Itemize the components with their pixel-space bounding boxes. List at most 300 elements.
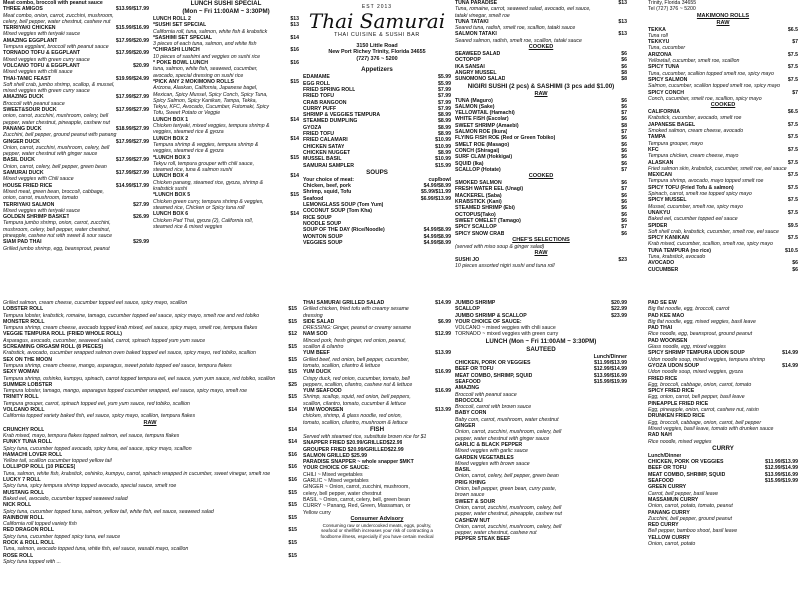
item-description: Tempura lobster, krabstick, romaine, tamago, cucumber topped eel sauce, spicy mayo, smelt roe and red tobiko — [3, 312, 260, 319]
item-name: SAMURAI SAMPLER — [303, 162, 355, 169]
item-price: $15.99 — [435, 162, 451, 169]
item-name: SUSHI JO — [455, 257, 480, 264]
address-line: New Port Richey Trinity, Florida 34655 — [328, 49, 426, 56]
item-price: $17.99/$27.99 — [115, 170, 149, 177]
item-description: Broccoli with peanut sauce — [3, 100, 65, 107]
item-description: Grilled chicken, fried tofu with creamy sesame — [303, 306, 409, 313]
item-description: Tuna, krabstick, avocado — [648, 253, 706, 260]
item-price: $11.99/$13.99 — [594, 360, 627, 367]
item-price: $7.5 — [787, 235, 798, 242]
item-price: $17.99/$20.99 — [115, 37, 149, 44]
item-description: Onion, carrot, zucchini, mushroom, celery, bell — [455, 523, 562, 530]
item-name: SALMON ROE (Ikura) — [455, 129, 508, 136]
item-price: $29.99 — [133, 239, 149, 246]
item-price: $14.99/$17.99 — [115, 182, 149, 189]
item-description: Baby corn, carrot, mushroom, water chestnut — [455, 416, 559, 423]
item-price: $6 — [621, 160, 627, 167]
item-price: $8.99 — [438, 112, 451, 119]
item-name: Chicken, beef, pork — [303, 183, 351, 190]
item-name: GROUPER FRIED $20.99/GRILLED$22.99 — [303, 446, 404, 453]
item-price: $18.99/$27.99 — [115, 125, 149, 132]
item-price: $7.5 — [787, 184, 798, 191]
item-description: Mixed veggies, basil leave, tomato with drunken sauce — [648, 425, 774, 432]
item-description: Chicken panang, steamed rice, gyoza, shrimp & — [153, 179, 264, 186]
item-description: steamed rice, tuna & salmon sushi — [153, 167, 233, 174]
item-name: MEXICAN — [648, 172, 672, 179]
item-description: foodborne illness, especially if you have certain medical — [320, 533, 434, 539]
item-price: $14 — [288, 407, 297, 414]
item-description: Soft shell crab, jumbo shrimp, scallop, & mussel, — [3, 81, 115, 88]
item-name: RICE SOUP — [303, 214, 332, 221]
item-price: $4.99/$8.99 — [423, 239, 451, 246]
item-name: FRESH WATER EEL (Unagi) — [455, 186, 524, 193]
item-name: TUNA TATAKI — [455, 18, 489, 25]
item-description: Egg, broccoli, cabbage, onion, carrot, bell pepper — [648, 419, 762, 426]
item-description: Tuna, romaine, carrot, seaweed salad, avocado, eel sauce, — [455, 6, 591, 13]
item-description: pepper, water chestnut, pineapple, cashew nut — [3, 119, 110, 126]
item-name: KRABSTICK (Kani) — [455, 199, 502, 206]
special-rolls-section — [3, 300, 297, 565]
item-price: $14 — [290, 211, 299, 218]
item-name: Meat combo, broccoli with peanut sauce — [3, 0, 103, 6]
item-price: $4.99/$8.99 — [423, 233, 451, 240]
item-price: $12.99/$14.99 — [593, 366, 627, 373]
item-price: $16 — [288, 464, 297, 471]
item-name: UNAKYU — [648, 209, 671, 216]
item-name: Your choice of meat: — [303, 176, 354, 183]
item-description: pepper, water chestnut, pineapple, cashew nut — [455, 511, 562, 518]
item-description: Yellowtail, cucumber, smelt roe, scallion — [648, 58, 740, 65]
item-price: $4.99/$8.99 — [423, 183, 451, 190]
item-price: $8 — [621, 69, 627, 76]
item-name: CHICKEN, PORK OR VEGGIES — [455, 360, 531, 367]
item-price: $10.99 — [435, 137, 451, 144]
item-description: Spicy tuna, cucumber topped spicy tuna, eel sauce — [3, 533, 121, 540]
item-description: CURRY ~ Panang, Red, Green, Massaman, or — [303, 503, 411, 510]
item-description: steamed rice, Chicken or Spicy tuna roll — [153, 204, 245, 211]
item-name: SUMMER LOBSTER — [3, 381, 53, 388]
logo-tagline: EST 2013 — [361, 4, 393, 10]
item-price: $10.5 — [785, 247, 798, 254]
item-name: SALMON GRILLED $25.99 — [303, 452, 367, 459]
item-price: $7.5 — [787, 76, 798, 83]
item-name: TEKKYU — [648, 39, 670, 46]
item-name: *LUNCH BOX 5 — [153, 192, 191, 199]
item-name: TUNA PARADISE — [455, 0, 498, 6]
item-name: SHRIMP & VEGGIES TEMPURA — [303, 112, 381, 119]
item-name: SEXY WOMAN — [3, 369, 39, 376]
item-price: $27.99 — [133, 201, 149, 208]
item-description: Tempura lobster, tamago, mango, asparagus topped cucumber wrapped, eel sauce, spicy mayo, smelt roe — [3, 388, 248, 395]
item-name: *CHIRASHI LUNCH — [153, 47, 200, 54]
item-price: $16 — [290, 60, 299, 67]
item-price: $4.99/$8.99 — [423, 227, 451, 234]
item-description: Egg, pineapple, onion, carrot, cashew nut, raisin — [648, 407, 759, 414]
item-name: BEEF OR TOFU — [455, 366, 494, 373]
item-price: $26.99 — [133, 214, 149, 221]
item-name: GYOZA UDON SOUP — [648, 362, 700, 369]
section-heading: Appetizers — [361, 66, 393, 74]
item-description: Yellow tail, scallion cucumber topped yellow tail — [3, 458, 112, 465]
item-name: PARADISE SNAPPER ~ whole snapper $MKT — [303, 459, 414, 466]
item-price: $13 — [290, 16, 299, 22]
item-name: SEAWEED SALAD — [455, 51, 501, 58]
item-name: LUNCH BOX 4 — [153, 173, 189, 180]
item-price: $15 — [290, 154, 299, 161]
item-description: Krabstick, cucumber, avocado, smelt roe — [648, 115, 742, 122]
item-name: SMELT ROE (Masago) — [455, 141, 510, 148]
item-price: $15 — [288, 344, 297, 351]
item-price: $6 — [621, 63, 627, 70]
item-price: $10.99 — [435, 156, 451, 163]
item-name: MEAT COMBO, SHRIMP, SQUID — [648, 471, 726, 478]
item-description: scallion, cilantro, tomato, cucumber & lettuce — [303, 400, 406, 407]
item-description: Tekyu, KFC, Avocado, Cucumber, Futomaki, Spicy — [153, 104, 269, 111]
item-name: HOUSE FRIED RICE — [3, 182, 53, 189]
item-price: $15 — [290, 78, 299, 85]
item-price: $25 — [288, 381, 297, 388]
item-description: Minced pork, fresh ginger, red onion, peanut, — [303, 337, 406, 344]
item-price: $8 — [621, 122, 627, 129]
item-price: $6 — [621, 141, 627, 148]
item-name: SOUP OF THE DAY (Rice/Noodle) — [303, 227, 385, 234]
center-column — [303, 0, 451, 246]
item-price: $13.99 — [435, 407, 451, 414]
logo-kind: THAI CUISINE & SUSHI BAR — [334, 32, 420, 39]
item-price: $12.99 — [435, 331, 451, 338]
item-name: CALIFORNIA — [648, 109, 680, 116]
item-name: BROCCOLI — [455, 397, 483, 404]
item-description: Fried salmon skin, krabstick, cucumber, smelt roe, eel sauce — [648, 165, 787, 172]
item-name: FRIED SPRING ROLL — [303, 86, 356, 93]
item-name: GOLDEN SHRIMP BASKET — [3, 214, 70, 221]
item-description: Baked eel, avocado, cucumber topped seaweed salad — [3, 495, 128, 502]
section-heading: LUNCH SUSHI SPECIAL — [190, 0, 262, 7]
item-name: SUNOMONO SALAD — [455, 76, 506, 83]
item-name: TORNADO TOFU & EGGPLANT — [3, 50, 81, 57]
item-description: pepper, water chestnut, cashew nut — [455, 530, 537, 537]
item-price: $14.99 — [435, 300, 451, 306]
item-description: Salmon, cucumber, scallion topped smelt roe, spicy mayo — [648, 83, 781, 90]
item-description: Tempura chicken, cream cheese, mayo — [648, 153, 739, 160]
item-description: California roll, tuna, salmon, white fish & krabstick — [153, 28, 268, 35]
item-price: $7.99 — [438, 99, 451, 106]
item-description: celery, bell pepper, water chestnut, cashew nut — [3, 18, 111, 25]
item-name: PAD KEE MAO — [648, 312, 685, 319]
item-name: SPICY TUNA — [648, 64, 680, 71]
item-name: TAMPA — [648, 134, 666, 141]
item-name: AMAZING — [455, 385, 480, 392]
item-name: CASHEW NUT — [455, 517, 491, 524]
item-price: $14 — [288, 439, 297, 446]
item-price: $6.99/$13.99 — [420, 195, 451, 202]
item-description: Krab mixed, cucumber, scallion, smelt roe, spicy mayo — [648, 241, 773, 248]
item-name: STEAMED DUMPLING — [303, 118, 358, 125]
section-heading: SOUPS — [366, 168, 388, 176]
item-description: Mixed veggies with garlic sauce — [455, 448, 528, 455]
item-description: Smoked salmon, cream cheese, avocado — [648, 128, 744, 135]
item-name: SPIDER — [648, 222, 668, 229]
item-name: SALMON (Sake) — [455, 103, 495, 110]
item-name: CURRY PUFF — [303, 105, 337, 112]
item-name: MUSTANG ROLL — [3, 489, 45, 496]
item-name: ROCK & ROLL ROLL — [3, 539, 55, 546]
item-price: $6.5 — [787, 109, 798, 116]
item-name: LUNCH ROLL 2 — [153, 16, 191, 22]
item-price: $16 — [288, 451, 297, 458]
item-price: $15 — [288, 514, 297, 521]
item-price: $23 — [618, 257, 627, 264]
item-name: OCTOPUS(Tako) — [455, 211, 496, 218]
makimono-column — [648, 0, 798, 273]
item-name: SPICY FRIED RICE — [648, 388, 695, 395]
item-description: Big flat noodle, egg, broccoli, carrot — [648, 306, 730, 313]
item-name: YUM BEEF — [303, 350, 330, 357]
item-name: PINEAPPLE FRIED RICE — [648, 400, 709, 407]
item-name: TERRIYAKI CHICKEN — [3, 25, 56, 32]
item-name: YOUR CHOICE OF SAUCE: — [303, 465, 370, 472]
item-name: VOLCANO ROLL — [3, 407, 45, 414]
item-name: EGG ROLL — [303, 80, 331, 87]
item-price: $6.5 — [787, 26, 798, 33]
item-name: NICK ROLL — [3, 502, 32, 509]
item-price: $7 — [621, 166, 627, 173]
item-description: Trinity, Florida 34655 — [648, 0, 697, 6]
item-description: veggies, steamed rice & gyoza — [153, 148, 224, 155]
item-price: $13.99/$16.99 — [593, 372, 627, 379]
item-description: 10 pieces of sashimi and veggies on sushi rice — [153, 53, 260, 60]
item-name: MACKEREL (Saba) — [455, 192, 502, 199]
item-price: $16 — [288, 477, 297, 484]
item-price: $15 — [288, 527, 297, 534]
item-price: $13.99 — [435, 350, 451, 357]
item-description: Udon noodle soup, mixed veggies, gyoza — [648, 369, 743, 376]
item-description: Seared salmon, radish, smelt roe, scallion, tataki sauce — [455, 37, 582, 44]
item-price: $5.99/$11.99 — [420, 189, 451, 196]
restaurant-logo — [303, 4, 451, 39]
item-name: MONSTER ROLL — [3, 318, 45, 325]
item-description: veggies, steamed rice & gyoza — [153, 129, 224, 136]
item-price: $14 — [290, 173, 299, 180]
item-name: BASIL DUCK — [3, 157, 35, 164]
section-heading: SAUTEED — [526, 345, 556, 353]
item-name: VEGGIES SOUP — [303, 239, 343, 246]
item-price: $6 — [621, 230, 627, 237]
item-name: CRUNCHY ROLL — [3, 426, 45, 433]
item-price: $17.99/$20.99 — [115, 50, 149, 57]
item-name: SPICY SNOW CRAB — [455, 230, 505, 237]
item-name: HAMACHI LOVER ROLL — [3, 451, 63, 458]
item-description: (served with miso soup & ginger salad) — [455, 243, 545, 250]
item-name: JAPANESE BAGEL — [648, 121, 696, 128]
item-name: AMAZING DUCK — [3, 94, 44, 101]
item-name: FRIED CALAMARI — [303, 137, 348, 144]
item-price: $8.99 — [438, 118, 451, 125]
item-name: SCREAMING ORGASM ROLL (8 PIECES) — [3, 344, 104, 351]
item-name: CHICKEN, PORK OR VEGGIES — [648, 459, 724, 466]
section-heading: FISH — [369, 425, 385, 433]
item-price: $8 — [621, 76, 627, 83]
item-name: Seafood — [303, 195, 324, 202]
item-name: OCTOPOP — [455, 57, 481, 64]
item-name: TEKKA — [648, 26, 666, 33]
item-name: PANANG DUCK — [3, 125, 42, 132]
item-name: DRUNKEN FRIED RICE — [648, 413, 705, 420]
item-name: ROSE ROLL — [3, 552, 34, 559]
item-description: Mixed veggies with green curry sauce — [3, 56, 90, 63]
item-description: brown sauce — [455, 492, 485, 499]
subsection-heading: RAW — [534, 90, 548, 97]
item-price: $7.5 — [787, 134, 798, 141]
item-description: Big flat noodle, egg, mixed veggies, basil leave — [648, 318, 756, 325]
item-price: $13 — [618, 18, 627, 25]
item-name: AMAZING EGGPLANT — [3, 37, 58, 44]
salad-nigiri-column — [455, 0, 627, 270]
item-name: SPICY CONCH — [648, 89, 684, 96]
logo-brand: Thai Samurai — [308, 9, 446, 34]
item-price: $8.99 — [438, 149, 451, 156]
item-price: $6 — [621, 116, 627, 123]
item-description: Egg, broccoli, cabbage, onion, carrot, tomato — [648, 381, 752, 388]
item-price: $16 — [290, 47, 299, 54]
item-price: $14 — [290, 135, 299, 142]
item-description: Tekyu roll, tempura grouper with chili sauce, — [153, 160, 255, 167]
item-name: MUSSEL BASIL — [303, 156, 342, 163]
item-name: LOBSTER ROLL — [3, 306, 44, 313]
item-name: FUNKY TUNA ROLL — [3, 439, 52, 446]
item-name: LUNCH BOX 6 — [153, 211, 189, 218]
entrees-column — [3, 0, 149, 252]
item-name: TRINITY ROLL — [3, 394, 39, 401]
item-price: $6 — [621, 192, 627, 199]
item-name: PANANG CURRY — [648, 509, 690, 516]
item-price: $6 — [621, 57, 627, 64]
item-name: LUCKY 7 ROLL — [3, 477, 41, 484]
item-price: $17.99/$27.99 — [115, 138, 149, 145]
item-name: WHITE FISH (Escolar) — [455, 116, 509, 123]
item-name: Lunch/Dinner — [648, 452, 682, 459]
item-name: RED DRAGON ROLL — [3, 527, 55, 534]
item-price: $16.99 — [435, 369, 451, 376]
item-price: $6.99 — [438, 318, 451, 325]
item-name: GARDEN VEGETABLES — [455, 454, 514, 461]
item-name: FRIED TOFU — [303, 93, 335, 100]
item-price: $15 — [288, 502, 297, 509]
item-price: $6 — [621, 199, 627, 206]
item-price: $15.99/$16.99 — [115, 25, 149, 32]
item-description: Glass noodle, egg, mixed veggies — [648, 344, 726, 351]
item-name: WONTON SOUP — [303, 233, 343, 240]
item-name: SPICY SHRIMP TEMPURA UDON SOUP — [648, 350, 745, 357]
item-name: BEEF OR TOFU — [648, 465, 687, 472]
item-name: PAD THAI — [648, 325, 673, 332]
item-price: $7.5 — [787, 146, 798, 153]
section-heading: CURRY — [712, 444, 734, 452]
item-price: $17.99/$27.99 — [115, 157, 149, 164]
sauteed-column — [455, 300, 627, 543]
subsection-heading: COOKED — [528, 44, 554, 51]
item-description: Broccoli, carrot with brown sauce — [455, 404, 532, 411]
item-name: SWEET & SOUR — [455, 498, 496, 505]
item-price: $10.99 — [435, 143, 451, 150]
item-price: $9.5 — [787, 222, 798, 229]
item-name: CUCUMBER — [648, 266, 679, 273]
item-price: $6 — [621, 147, 627, 154]
item-name: BASIL — [455, 467, 471, 474]
item-name: SPICY SCALLOP — [455, 224, 497, 231]
item-name: GYOZA — [303, 124, 322, 131]
item-name: SQUID (Ika) — [455, 160, 484, 167]
section-heading: LUNCH (Mon ~ Fri 11:00AM ~ 3:30PM) — [485, 337, 597, 345]
item-description: avocado, special dressing on sushi rice — [153, 72, 244, 79]
item-description: Udon noodle soup, mixed veggies, tempura shrimp — [648, 356, 766, 363]
item-price: $6 — [621, 217, 627, 224]
item-name: PRIG KHING — [455, 479, 486, 486]
item-name: SCALLOP — [455, 306, 480, 313]
item-name: SMOKED SALMON — [455, 180, 502, 187]
item-description: Mixed veggies with chili sauce — [3, 69, 73, 76]
item-price: $15 — [288, 356, 297, 363]
item-description: Mixed veggies with Chili sauce — [3, 176, 74, 183]
item-name: *SUSHI SET SPECIAL — [153, 22, 207, 29]
item-name: RAINBOW ROLL — [3, 514, 44, 521]
item-description: Arizona, Alaskan, California, Japanese bagel, — [153, 85, 258, 92]
item-name: SNAPPER FRIED $20.99/GRILLED$22.99 — [303, 440, 403, 447]
item-price: $6 — [621, 205, 627, 212]
item-description: Spicy Salmon, Spicy Kanikan, Tampa, Tekka, — [153, 97, 257, 104]
item-description: Chicken green curry, tempura shrimp & veggies, — [153, 198, 264, 205]
item-description: Spicy tuna, cucumber topped tuna, salmon, yellow tail, white fish, eel sauce, seaweed salad — [3, 508, 214, 515]
item-name: CRAB RANGOON — [303, 99, 347, 106]
item-price: $7 — [792, 39, 798, 46]
item-price: $17.99/$27.99 — [115, 107, 149, 114]
item-description: Tempura shrimp, oshinko, kumpyu, spinach, carrot topped tempura eel, eel sauce, yum yum sauce, red tobiko, scallion — [3, 375, 276, 382]
item-price: $7.5 — [787, 209, 798, 216]
item-name: TUNA TEMPURA (no rice) — [648, 247, 712, 254]
address-line: 3150 Little Road — [356, 42, 398, 49]
item-description: GINGER ~ Onion, carrot, zucchini, mushroom, — [303, 484, 410, 491]
menu-item — [3, 50, 149, 56]
item-description: California topped variety baked fish, eel sauce, spicy mayo, scallion, tempura flakes — [3, 413, 196, 420]
item-description: celery, bell pepper, water chestnut — [303, 490, 382, 497]
item-name: BABY CORN — [455, 410, 487, 417]
item-name: TUNA (Maguro) — [455, 97, 493, 104]
phone: (727) 376 ~ 5200 — [356, 55, 398, 62]
item-description: mixed veggies with green curry sauce — [3, 88, 90, 95]
item-description: California roll topped variety fish — [3, 521, 77, 528]
item-price: $20.99 — [611, 300, 627, 306]
item-description: Shrimp, scallop, squid, red onion, bell peppers, — [303, 394, 411, 401]
item-description: Mixed veggies with brown sauce — [455, 460, 530, 467]
item-name: RAD NAH — [648, 432, 672, 439]
item-price: $14.99 — [782, 350, 798, 357]
item-name: MEAT COMBO, SHRIMP, SQUID — [455, 372, 533, 379]
item-price: Lunch/Dinner — [593, 353, 627, 360]
item-price: $6 — [621, 97, 627, 104]
item-name: FRIED TOFU — [303, 131, 335, 138]
item-price: $7 — [621, 110, 627, 117]
item-price: $13 — [618, 0, 627, 6]
item-description: 3 pieces of each tuna, salmon, and white fish — [153, 41, 257, 48]
item-name: SIDE SALAD — [303, 318, 335, 325]
item-price: $6 — [792, 266, 798, 273]
item-description: dressing — [303, 312, 323, 319]
item-price: $7.99 — [438, 86, 451, 93]
item-description: Spinach, carrot, smelt roe topped spicy mayo — [648, 191, 752, 198]
subsection-heading: COOKED — [710, 102, 736, 109]
item-description: Grilled salmon, cream cheese, cucumber topped eel sauce, spicy mayo, scallion — [3, 300, 188, 306]
item-price: $11.99/$13.99 — [765, 459, 798, 466]
